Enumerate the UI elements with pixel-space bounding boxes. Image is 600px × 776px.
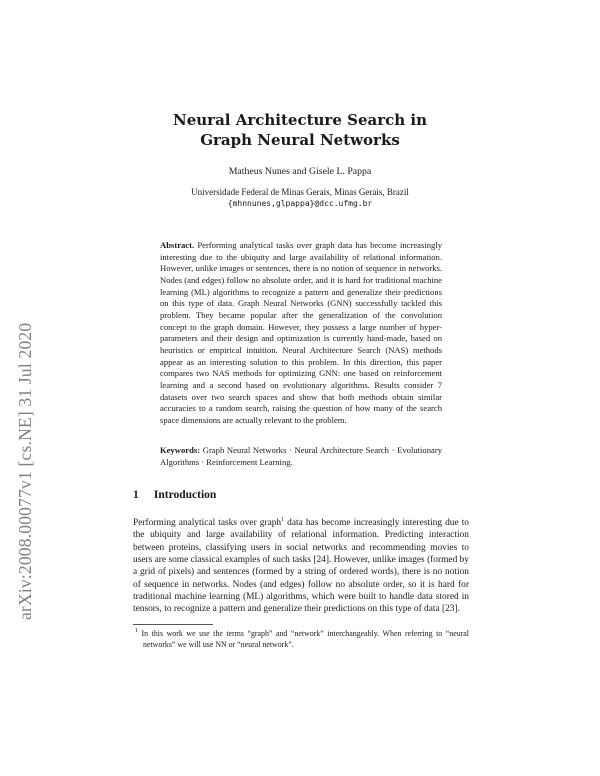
affiliation-block (130, 186, 470, 210)
affiliation: Universidade Federal de Minas Gerais, Minas Gerais, Brazil (191, 187, 409, 197)
author-emails: {mhnnunes,glpappa}@dcc.ufmg.br (227, 199, 373, 208)
intro-text-rest: data has become increasingly interesting due to the ubiquity and large availability of relational information. Predicting interaction between proteins, classifying users in social networks and recommending movies to users are some classical examples of such tasks [24]. However, unlike images (formed by a grid of pixels) and sentences (formed by a string of ordered words), there is no notion of sequence in networks. Nodes (and edges) follow no absolute order, so it is hard for traditional machine learning (ML) algorithms, which were built to handle data stored in tensors, to recognize a pattern and generalize their predictions on this type of data [23]. (133, 518, 469, 615)
title-line-2: Graph Neural Networks (200, 131, 400, 149)
footnote (133, 628, 469, 650)
arxiv-identifier: arXiv:2008.00077v1 [cs.NE] 31 Jul 2020 (15, 322, 35, 620)
keywords-text: Graph Neural Networks · Neural Architecture Search · Evolutionary Algorithms · Reinforcement Learning. (160, 445, 442, 467)
section-number: 1 (133, 489, 139, 501)
footnote-marker[interactable]: 1 (281, 517, 285, 523)
abstract-label: Abstract. (160, 240, 195, 250)
footnote-divider (133, 624, 213, 625)
title-line-1: Neural Architecture Search in (173, 111, 427, 129)
abstract-text: Performing analytical tasks over graph data has become increasingly interesting due to the ubiquity and large availability of relational information. However, unlike images or sentences, there is no notion of sequence in networks. Nodes (and edges) follow no absolute order, and it is hard for traditional machine learning (ML) algorithms to recognize a pattern and generalize their predictions on this type of data. Graph Neural Networks (GNN) successfully tackled this problem. They became popular after the generalization of the convolution concept to the graph domain. However, they possess a large number of hyper-parameters and their design and optimization is currently hand-made, based on heuristics or empirical intuition. Neural Architecture Search (NAS) methods appear as an interesting solution to this problem. In this direction, this paper compares two NAS methods for optimizing GNN: one based on reinforcement learning and a second based on evolutionary algorithms. Results consider 7 datasets over two search spaces and show that both methods obtain similar accuracies to a random search, raising the question of how many of the search space dimensions are actually relevant to the problem. (160, 240, 442, 425)
paper-title (130, 110, 470, 150)
section-title: Introduction (153, 489, 217, 501)
keywords (160, 445, 442, 468)
keywords-label: Keywords: (160, 445, 201, 455)
footnote-text: In this work we use the terms “graph” and “network” interchangeably. When referring to “neural networks” we will use NN or “neural network”. (138, 629, 469, 649)
section-heading-introduction (133, 489, 216, 501)
footnote-number: 1 (135, 628, 138, 634)
authors: Matheus Nunes and Gisele L. Pappa (228, 166, 372, 177)
intro-text-start: Performing analytical tasks over graph (133, 518, 282, 528)
abstract (160, 240, 442, 427)
introduction-paragraph (133, 517, 469, 616)
